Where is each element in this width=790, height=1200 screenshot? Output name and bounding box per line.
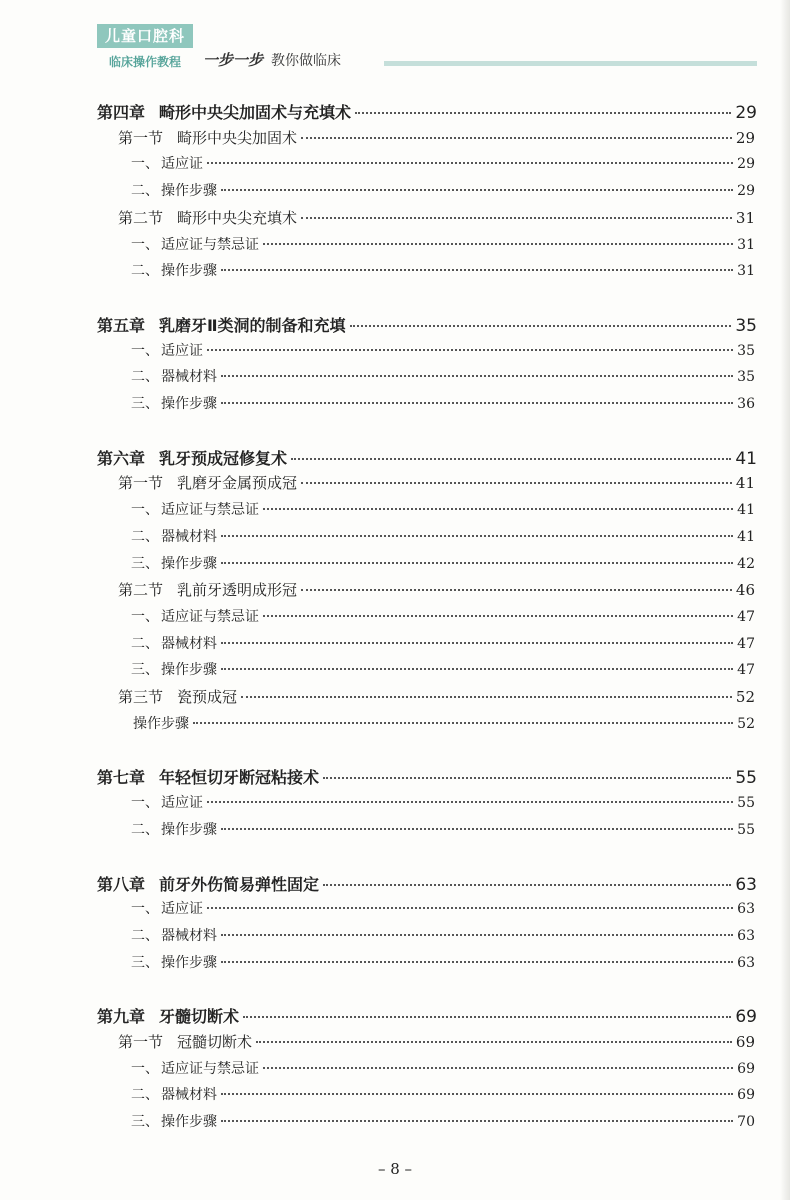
toc-entry-text: 器械材料 [161, 927, 217, 944]
toc-entry-text: 适应证 [161, 795, 203, 812]
dot-leader [221, 189, 733, 191]
toc-entry-label: 一、 [131, 236, 159, 253]
toc-entry-title [97, 446, 287, 469]
toc-entry-text: 器械材料 [161, 528, 217, 545]
toc-entry-label: 第九章 [97, 1007, 146, 1027]
dot-leader [221, 402, 733, 404]
toc-chapter-entry [97, 872, 757, 896]
toc-entry-title [131, 526, 217, 546]
toc-entry-title [118, 579, 297, 600]
toc-entry-text: 畸形中央尖加固术与充填术 [159, 103, 352, 122]
toc-entry-text: 冠髓切断术 [177, 1033, 253, 1051]
toc-entry-text: 乳牙预成冠修复术 [159, 448, 288, 468]
toc-entry-text: 适应证 [161, 156, 203, 173]
toc-section-entry [118, 686, 755, 710]
dot-leader [301, 137, 732, 139]
toc-entry-title [131, 1111, 217, 1131]
toc-page-number: 69 [735, 1033, 755, 1051]
dot-leader [221, 1093, 733, 1095]
toc-entry-text: 操作步骤 [161, 662, 217, 679]
toc-entry-title [131, 659, 217, 679]
toc-entry-text: 适应证 [161, 342, 203, 359]
dot-leader [323, 884, 731, 886]
toc-entry-text: 前牙外伤简易弹性固定 [159, 874, 320, 894]
toc-item-entry [131, 260, 755, 284]
toc-entry-title [131, 1058, 259, 1078]
toc-entry-title [118, 472, 297, 493]
toc-page-number: 63 [737, 954, 755, 971]
dot-leader [241, 696, 732, 698]
toc-entry-text: 年轻恒切牙断冠粘接术 [159, 768, 320, 788]
toc-entry-text: 器械材料 [161, 1087, 217, 1104]
dot-leader [263, 1067, 733, 1069]
toc-entry-label: 一、 [131, 502, 159, 519]
toc-entry-text: 畸形中央尖加固术 [177, 128, 298, 147]
toc-entry-label: 第四章 [97, 103, 146, 122]
dot-leader [243, 1016, 731, 1018]
toc-entry-label: 一、 [131, 901, 159, 918]
toc-page-number: 41 [735, 448, 757, 469]
toc-item-entry [131, 499, 755, 523]
toc-entry-label: 三、 [131, 954, 159, 971]
series-subtitle: 临床操作教程 [108, 55, 181, 69]
toc-entry-label: 第五章 [97, 315, 146, 335]
dot-leader [221, 668, 733, 670]
toc-chapter-entry [97, 765, 757, 789]
toc-page-number: 29 [735, 103, 757, 123]
toc-entry-text: 操作步骤 [161, 555, 217, 572]
toc-page-number: 52 [735, 688, 755, 706]
toc-item-entry [131, 898, 755, 922]
page-number: – 8 – [377, 1160, 413, 1178]
toc-item-entry [131, 366, 755, 390]
toc-page-number: 29 [737, 183, 755, 200]
toc-item-entry [131, 340, 755, 364]
toc-entry-title [97, 313, 346, 336]
toc-page-number: 63 [735, 874, 757, 895]
toc-entry-label: 三、 [131, 1114, 159, 1131]
toc-entry-text: 乳前牙透明成形冠 [177, 581, 298, 600]
toc-entry-label: 一、 [131, 795, 159, 812]
toc-chapter-entry [97, 1004, 757, 1028]
toc-entry-label: 一、 [131, 608, 159, 625]
toc-entry-title [97, 1004, 239, 1027]
toc-chapter-entry [97, 100, 757, 124]
toc-item-entry [131, 792, 755, 816]
toc-page-number: 70 [737, 1114, 755, 1131]
toc-page-number: 31 [737, 236, 755, 253]
toc-entry-title [118, 127, 297, 148]
dot-leader [263, 243, 733, 245]
dot-leader [221, 934, 733, 936]
dot-leader [263, 508, 733, 510]
toc-entry-label: 第一节 [118, 128, 164, 147]
toc-page-number: 52 [737, 715, 755, 732]
toc-entry-label: 一、 [131, 1060, 159, 1077]
toc-page-number: 47 [737, 662, 755, 679]
toc-item-entry [131, 553, 755, 577]
toc-entry-title [131, 633, 217, 653]
toc-entry-title [131, 713, 189, 733]
dot-leader [221, 562, 733, 564]
toc-entry-title [131, 898, 203, 918]
toc-page-number: 36 [737, 396, 755, 412]
dot-leader [301, 589, 732, 591]
toc-entry-title [131, 1084, 217, 1104]
toc-entry-label: 三、 [131, 662, 159, 679]
dot-leader [207, 907, 733, 909]
toc-entry-label: 三、 [131, 396, 159, 412]
toc-entry-title [97, 100, 351, 123]
toc-entry-label: 第二节 [118, 208, 164, 227]
toc-entry-text: 操作步骤 [161, 821, 217, 838]
toc-page-number: 31 [735, 208, 755, 227]
toc-item-entry [131, 393, 755, 417]
dot-leader [207, 349, 733, 351]
toc-entry-text: 操作步骤 [161, 263, 217, 280]
page-spine-shadow [780, 0, 790, 1200]
toc-item-entry [131, 234, 755, 258]
toc-entry-text: 操作步骤 [161, 396, 217, 412]
toc-entry-title [131, 819, 217, 839]
toc-entry-label: 第一节 [118, 1033, 164, 1051]
toc-entry-title [131, 925, 217, 945]
toc-entry-text: 操作步骤 [133, 715, 189, 732]
series-title-badge: 儿童口腔科 [97, 24, 193, 48]
toc-entry-title [131, 393, 217, 413]
toc-entry-title [131, 260, 217, 280]
toc-entry-label: 二、 [131, 369, 159, 386]
toc-entry-label: 二、 [131, 635, 159, 652]
toc-entry-title [118, 686, 237, 707]
page-header [97, 24, 757, 74]
toc-entry-label: 二、 [131, 528, 159, 545]
toc-item-entry [131, 713, 755, 737]
toc-item-entry [131, 819, 755, 843]
dot-leader [323, 777, 731, 779]
toc-entry-text: 畸形中央尖充填术 [177, 208, 298, 227]
toc-entry-label: 三、 [131, 555, 159, 572]
slogan-text: 教你做临床 [271, 53, 342, 69]
toc-page-number: 63 [737, 927, 755, 944]
toc-entry-title [131, 606, 259, 626]
header-slogan [203, 49, 341, 70]
toc-page-number: 63 [737, 901, 755, 918]
toc-entry-text: 适应证与禁忌证 [161, 608, 259, 625]
toc-entry-title [131, 553, 217, 573]
toc-entry-title [131, 180, 217, 200]
toc-page-number: 41 [737, 502, 755, 519]
toc-entry-label: 二、 [131, 1087, 159, 1104]
toc-page-number: 35 [737, 369, 755, 386]
toc-entry-text: 适应证与禁忌证 [161, 502, 259, 519]
toc-entry-label: 二、 [131, 183, 159, 200]
dot-leader [221, 828, 733, 830]
toc-entry-text: 乳磨牙Ⅱ类洞的制备和充填 [159, 315, 346, 335]
toc-item-entry [131, 1111, 755, 1135]
toc-entry-title [131, 340, 203, 360]
dot-leader [301, 482, 732, 484]
toc-section-entry [118, 207, 755, 231]
toc-chapter-entry [97, 313, 757, 337]
toc-entry-title [97, 872, 319, 895]
toc-item-entry [131, 606, 755, 630]
toc-entry-label: 第三节 [118, 688, 164, 706]
toc-entry-label: 第八章 [97, 874, 146, 894]
toc-entry-label: 第一节 [118, 474, 164, 493]
toc-entry-text: 乳磨牙金属预成冠 [177, 474, 298, 493]
toc-entry-label: 第六章 [97, 448, 146, 468]
dot-leader [207, 162, 733, 164]
toc-item-entry [131, 180, 755, 204]
toc-page-number: 55 [737, 821, 755, 838]
toc-entry-label: 一、 [131, 156, 159, 173]
toc-entry-text: 适应证与禁忌证 [161, 236, 259, 253]
toc-page-number: 41 [737, 528, 755, 545]
toc-entry-label: 一、 [131, 342, 159, 359]
dot-leader [221, 375, 733, 377]
toc-item-entry [131, 633, 755, 657]
toc-page-number: 69 [735, 1007, 757, 1028]
toc-page-number: 42 [737, 555, 755, 572]
toc-entry-title [118, 1031, 252, 1052]
toc-page-number: 46 [735, 581, 755, 600]
toc-page-number: 55 [737, 795, 755, 812]
toc-entry-label: 二、 [131, 821, 159, 838]
toc-item-entry [131, 952, 755, 976]
toc-entry-text: 牙髓切断术 [159, 1007, 240, 1027]
dot-leader [263, 615, 733, 617]
toc-entry-text: 瓷预成冠 [177, 688, 238, 706]
toc-entry-text: 器械材料 [161, 369, 217, 386]
header-rule [384, 61, 757, 66]
toc-entry-title [131, 234, 259, 254]
toc-entry-text: 适应证与禁忌证 [161, 1060, 259, 1077]
dot-leader [221, 1120, 733, 1122]
toc-section-entry [118, 579, 755, 603]
toc-page-number: 69 [737, 1060, 755, 1077]
toc-item-entry [131, 659, 755, 683]
dot-leader [301, 217, 732, 219]
toc-page-number: 55 [735, 768, 757, 789]
dot-leader [207, 801, 733, 803]
toc-entry-title [131, 153, 203, 173]
toc-entry-text: 适应证 [161, 901, 203, 918]
toc-page-number: 35 [735, 315, 757, 336]
toc-entry-title [131, 366, 217, 386]
dot-leader [291, 458, 731, 460]
toc-entry-text: 操作步骤 [161, 1114, 217, 1131]
toc-item-entry [131, 1084, 755, 1108]
toc-section-entry [118, 127, 755, 151]
dot-leader [221, 961, 733, 963]
dot-leader [221, 642, 733, 644]
toc-item-entry [131, 925, 755, 949]
toc-item-entry [131, 526, 755, 550]
toc-item-entry [131, 1058, 755, 1082]
toc-item-entry [131, 153, 755, 177]
toc-entry-title [97, 765, 319, 788]
toc-entry-title [131, 952, 217, 972]
toc-page-number: 47 [737, 635, 755, 652]
toc-page-number: 31 [737, 263, 755, 280]
toc-section-entry [118, 472, 755, 496]
toc-entry-label: 第七章 [97, 768, 146, 788]
dot-leader [355, 112, 731, 114]
toc-entry-label: 二、 [131, 927, 159, 944]
slogan-emphasis: 一步一步 [203, 51, 264, 69]
dot-leader [193, 722, 733, 724]
toc-page-number: 47 [737, 608, 755, 625]
toc-entry-label: 第二节 [118, 581, 164, 600]
toc-entry-title [131, 792, 203, 812]
toc-entry-text: 器械材料 [161, 635, 217, 652]
toc-page-number: 41 [735, 474, 755, 493]
toc-chapter-entry [97, 446, 757, 470]
toc-page-number: 29 [737, 156, 755, 173]
dot-leader [221, 535, 733, 537]
toc-entry-title [131, 499, 259, 519]
toc-page-number: 69 [737, 1087, 755, 1104]
toc-entry-label: 二、 [131, 263, 159, 280]
toc-page-number: 29 [735, 128, 755, 147]
dot-leader [256, 1041, 732, 1043]
toc-entry-text: 操作步骤 [161, 954, 217, 971]
dot-leader [350, 325, 732, 327]
toc-entry-text: 操作步骤 [161, 183, 217, 200]
dot-leader [221, 269, 733, 271]
toc-page-number: 35 [737, 342, 755, 359]
toc-entry-title [118, 207, 297, 228]
toc-section-entry [118, 1031, 755, 1055]
